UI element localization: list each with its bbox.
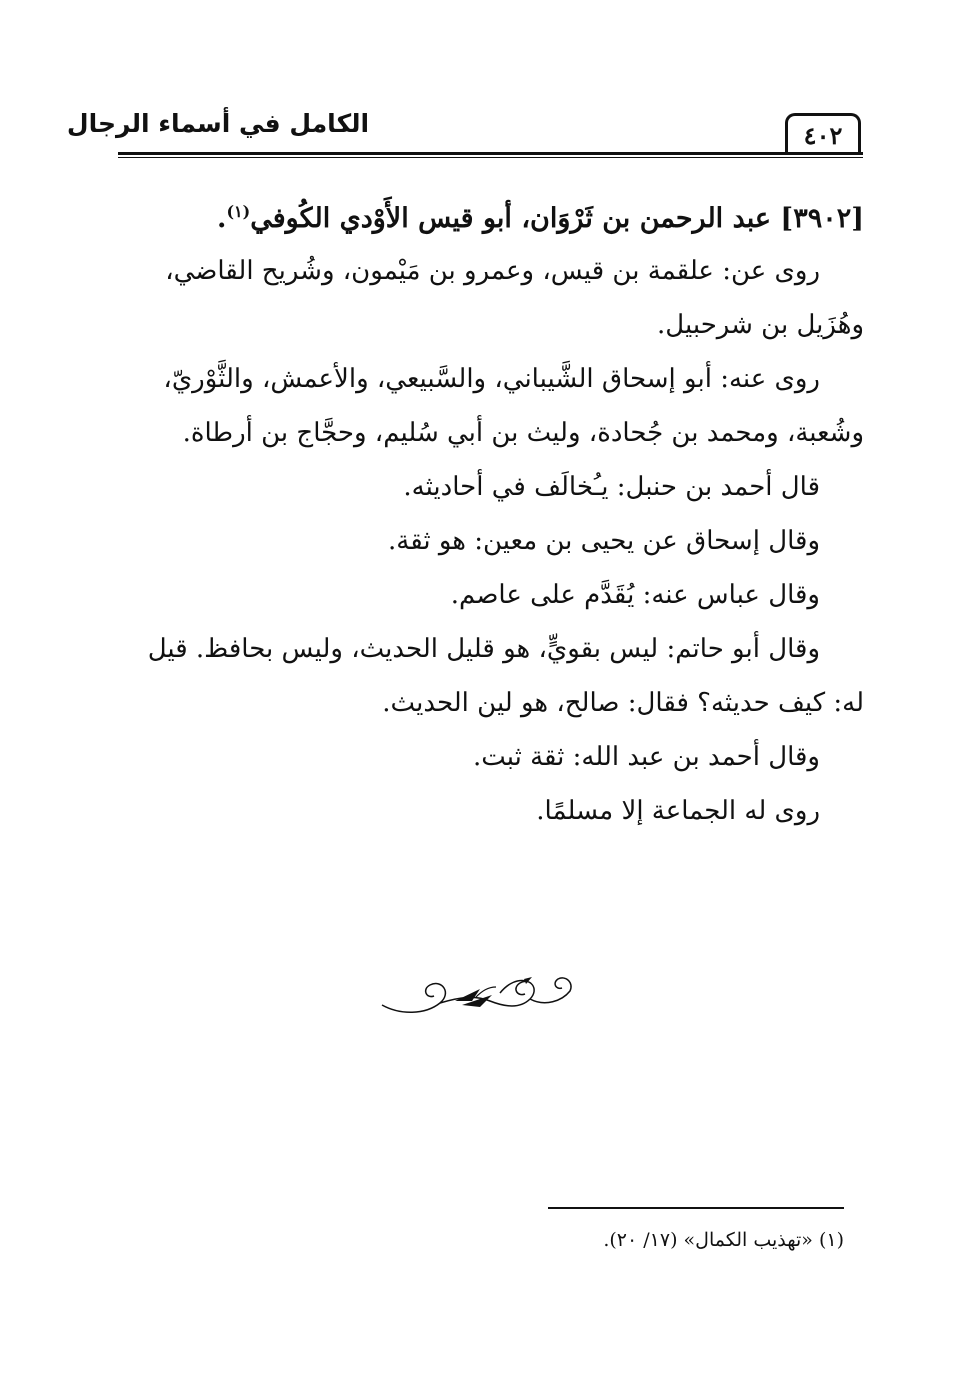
header-rule xyxy=(118,152,863,155)
entry-line: روى عن: علقمة بن قيس، وعمرو بن مَيْمون، وشُريح القاضي، xyxy=(165,256,820,286)
page-header xyxy=(0,0,958,170)
entry-line: وقال إسحاق عن يحيى بن معين: هو ثقة. xyxy=(387,526,820,556)
entry-line: وقال أحمد بن عبد الله: ثقة ثبت. xyxy=(472,742,820,772)
entry-line: وشُعبة، ومحمد بن جُحادة، وليث بن أبي سُليم، وحجَّاج بن أرطاة. xyxy=(182,418,864,448)
entry-line: وقال عباس عنه: يُقَدَّم على عاصم. xyxy=(450,580,820,610)
book-title: الكامل في أسماء الرجال xyxy=(66,108,370,138)
entry-title xyxy=(112,180,864,244)
entry-body xyxy=(112,180,864,838)
entry-line: وقال أبو حاتم: ليس بقويٍّ، هو قليل الحديث، وليس بحافظ. قيل xyxy=(147,634,820,664)
entry-number: [٣٩٠٢] xyxy=(780,203,864,234)
footnote: (١) «تهذيب الكمال» (١٧/ ٢٠). xyxy=(603,1229,844,1251)
footnote-reference[interactable]: (١) xyxy=(226,202,251,221)
entry-line: روى عنه: أبو إسحاق الشَّيباني، والسَّبيعي، والأعمش، والثَّوْريّ، xyxy=(163,364,820,394)
entry-line: وهُزَيل بن شرحبيل. xyxy=(657,310,864,340)
entry-line: له: كيف حديثه؟ فقال: صالح، هو لين الحديث. xyxy=(382,688,864,718)
entry-name: عبد الرحمن بن ثَرْوَان، أبو قيس الأَوْدي الكُوفي xyxy=(250,203,772,234)
entry-line: روى له الجماعة إلا مسلمًا. xyxy=(536,796,820,826)
entry-line: قال أحمد بن حنبل: يـُخالَف في أحاديثه. xyxy=(403,472,820,502)
header-rule-thin xyxy=(118,157,863,158)
entry-title-end: . xyxy=(217,203,227,234)
page-number: ٤٠٢ xyxy=(785,113,861,154)
footnote-rule xyxy=(548,1207,844,1209)
floral-ornament-icon xyxy=(380,965,575,1025)
